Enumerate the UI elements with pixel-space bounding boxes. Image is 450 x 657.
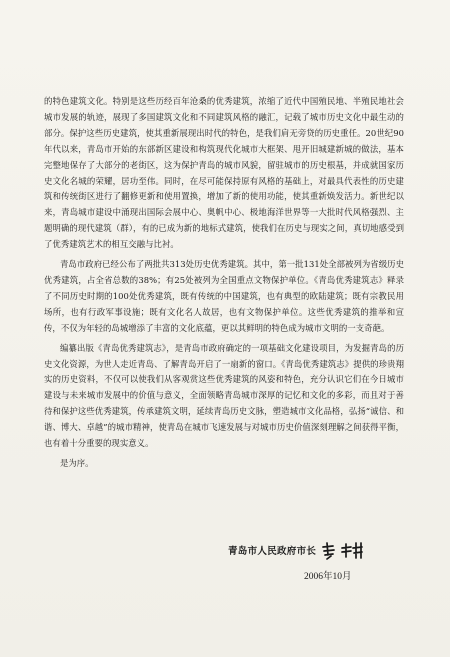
signatory-title: 青岛市人民政府市长 bbox=[228, 546, 317, 557]
paragraph-3: 编纂出版《青岛优秀建筑志》，是青岛市政府确定的一项基础文化建设项目，为发掘青岛的历史文化资源，为世人走近青岛、了解青岛开启了一扇新的窗口。《青岛优秀建筑志》提供的珍贵翔实的历史资料，不仅可以使我们从客观赏这些优秀建筑的风姿和特色，充分认识它们在今日城市建设与未来城市发展中的价值与意义，全面领略青岛城市深厚的记忆和文化的多彩，而且对于善待和保护这些优秀建筑，传承建筑文明，延续青岛历史文脉，塑造城市文化品格，弘扬“诚信、和谐、博大、卓越”的城市精神，使青岛在城市飞速发展与对城市历史价值深刻理解之间获得平衡，也有着十分重要的现实意义。 bbox=[44, 342, 404, 449]
handwritten-signature bbox=[320, 540, 380, 560]
date: 2006年10月 bbox=[304, 572, 352, 582]
paragraph-1: 的特色建筑文化。特别是这些历经百年沧桑的优秀建筑，浓缩了近代中国殖民地、半殖民地社会城市发展的轨迹，展现了多国建筑文化和不同建筑风格的融汇，记载了城市历史文化中最生动的部分。保护这些历史建筑，使其重新展现出时代的特色，是我们肩无旁贷的历史重任。20世纪90年代以来，青岛市开始的东部新区建设和构筑现代化城市大框架、甩开旧城建新城的做法，基本完整地保存了大部分的老街区，这为保护青岛的城市风貌，留驻城市的历史根基，并成就国家历史文化名城的荣耀，居功至伟。同时，在尽可能保持原有风格的基础上，对最具代表性的历史建筑和传统街区进行了翻修更新和使用置换，增加了新的使用功能，使其重新焕发活力。新世纪以来，青岛城市建设中涌现出国际会展中心、奥帆中心、极地海洋世界等一大批时代风格强烈、主题明确的现代建筑（群），有的已成为新的地标式建筑，使我们在历史与现实之间，真切地感受到了优秀建筑艺术的相互交融与比衬。 bbox=[44, 96, 404, 250]
signature-line bbox=[228, 540, 418, 560]
preface-body bbox=[44, 94, 404, 472]
paragraph-2: 青岛市政府已经公布了两批共313处历史优秀建筑。其中，第一批131处全部被列为省级历史优秀建筑，占全省总数的38%；有25处被列为全国重点文物保护单位。《青岛优秀建筑志》释录了不同历史时期的100处优秀建筑，既有传统的中国建筑，也有典型的欧陆建筑；既有宗教民用场所，也有行政军事设施；既有文化名人故居，也有文物保护单位。这些优秀建筑的推举和宣传，不仅为年轻的岛城增添了丰富的文化底蕴，更以其鲜明的特色成为城市文明的一支奇葩。 bbox=[44, 259, 404, 333]
closing-line: 是为序。 bbox=[60, 457, 94, 468]
signature-block bbox=[228, 540, 418, 582]
